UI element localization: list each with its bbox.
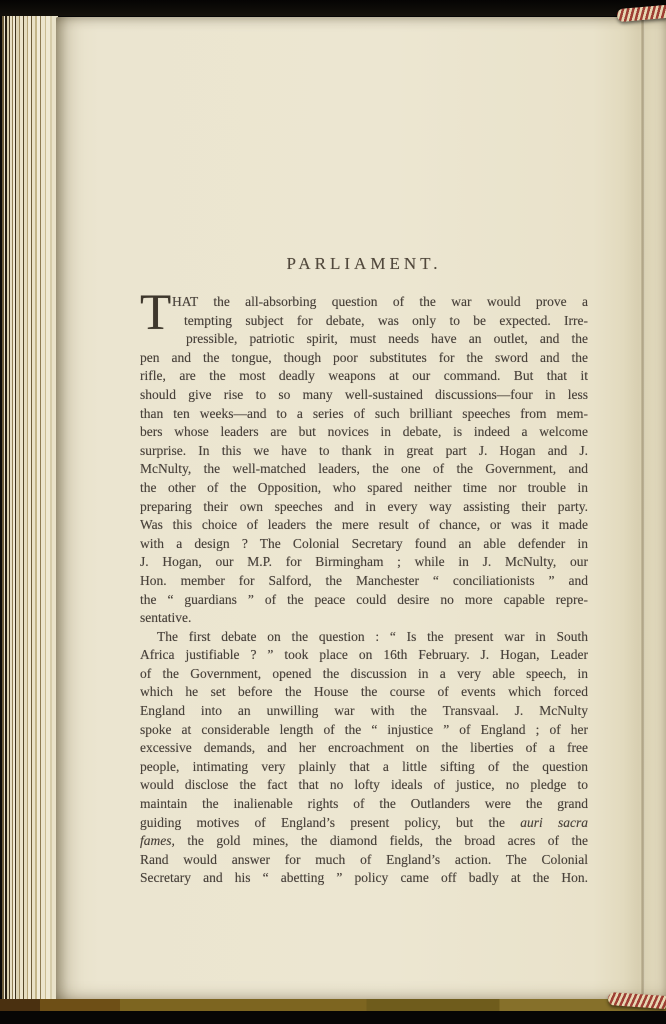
black-background-top — [0, 0, 666, 16]
text-segment: guiding motives of England’s present policy, but the — [140, 814, 505, 830]
text-line: spoke at considerable length of the “ injustice ” of England ; of her — [140, 721, 588, 737]
text-line: J. Hogan, our M.P. for Birmingham ; while in J. McNulty, our — [140, 554, 588, 570]
text-line: should give rise to so many well-sustained discussions—four in less — [140, 386, 588, 402]
black-background-bottom — [0, 1011, 666, 1024]
text-line: The first debate on the question : “ Is the present war in South — [157, 628, 588, 644]
text-line: tempting subject for debate, was only to be expected. Irre- — [184, 312, 588, 328]
text-line: pen and the tongue, though poor substitutes for the sword and the — [140, 349, 588, 365]
book-page — [56, 17, 666, 1001]
text-line: Was this choice of leaders the mere result of chance, or was it made — [140, 517, 588, 533]
text-line: people, intimating very plainly that a little sifting of the question — [140, 758, 588, 774]
text-line: pressible, patriotic spirit, must needs have an outlet, and the — [186, 331, 588, 347]
text-line: Africa justifiable ? ” took place on 16th February. J. Hogan, Leader — [140, 647, 588, 663]
text-line: Hon. member for Salford, the Manchester “ conciliationists ” and — [140, 572, 588, 588]
text-line: excessive demands, and her encroachment on the liberties of a free — [140, 740, 588, 756]
text-line: surprise. In this we have to thank in great part J. Hogan and J. — [140, 442, 588, 458]
chapter-title: PARLIAMENT. — [286, 254, 442, 273]
text-line: with a design ? The Colonial Secretary found an able defender in — [140, 535, 588, 551]
body-text-block — [140, 285, 588, 888]
latin-phrase-italic: fames, — [140, 833, 175, 849]
text-line: the “ guardians ” of the peace could desire no more capable repre- — [140, 591, 588, 607]
text-line: HAT the all-absorbing question of the war would prove a — [172, 294, 588, 309]
text-line: Secretary and his “ abetting ” policy came off badly at the Hon. — [140, 870, 588, 886]
drop-cap: T — [140, 285, 172, 341]
text-line: sentative. — [140, 610, 192, 626]
text-line: preparing their own speeches and in every way assisting their party. — [140, 498, 588, 514]
text-line: Rand would answer for much of England’s action. The Colonial — [140, 851, 588, 867]
text-line: McNulty, the well-matched leaders, the one of the Government, and — [140, 461, 588, 477]
page-edge-crease — [641, 17, 645, 1001]
text-line: would disclose the fact that no lofty ideals of justice, no pledge to — [140, 777, 588, 793]
latin-phrase-italic: auri sacra — [520, 814, 588, 830]
text-line: rifle, are the most deadly weapons at our command. But that it — [140, 368, 588, 384]
text-line — [140, 832, 588, 851]
text-line: the other of the Opposition, who spared neither time nor trouble in — [140, 479, 588, 495]
text-line: England into an unwilling war with the Transvaal. J. McNulty — [140, 703, 588, 719]
text-line — [140, 814, 588, 833]
text-segment: the gold mines, the diamond fields, the broad acres of the — [187, 833, 588, 849]
text-line: than ten weeks—and to a series of such brilliant speeches from mem- — [140, 405, 588, 421]
text-line: of the Government, opened the discussion in a very able speech, in — [140, 665, 588, 681]
text-line: which he set before the House the course of events which forced — [140, 684, 588, 700]
binding-page-stack-edge — [0, 13, 58, 1010]
text-line: maintain the inalienable rights of the Outlanders were the grand — [140, 796, 588, 812]
text-line: bers whose leaders are but novices in debate, is indeed a welcome — [140, 424, 588, 440]
